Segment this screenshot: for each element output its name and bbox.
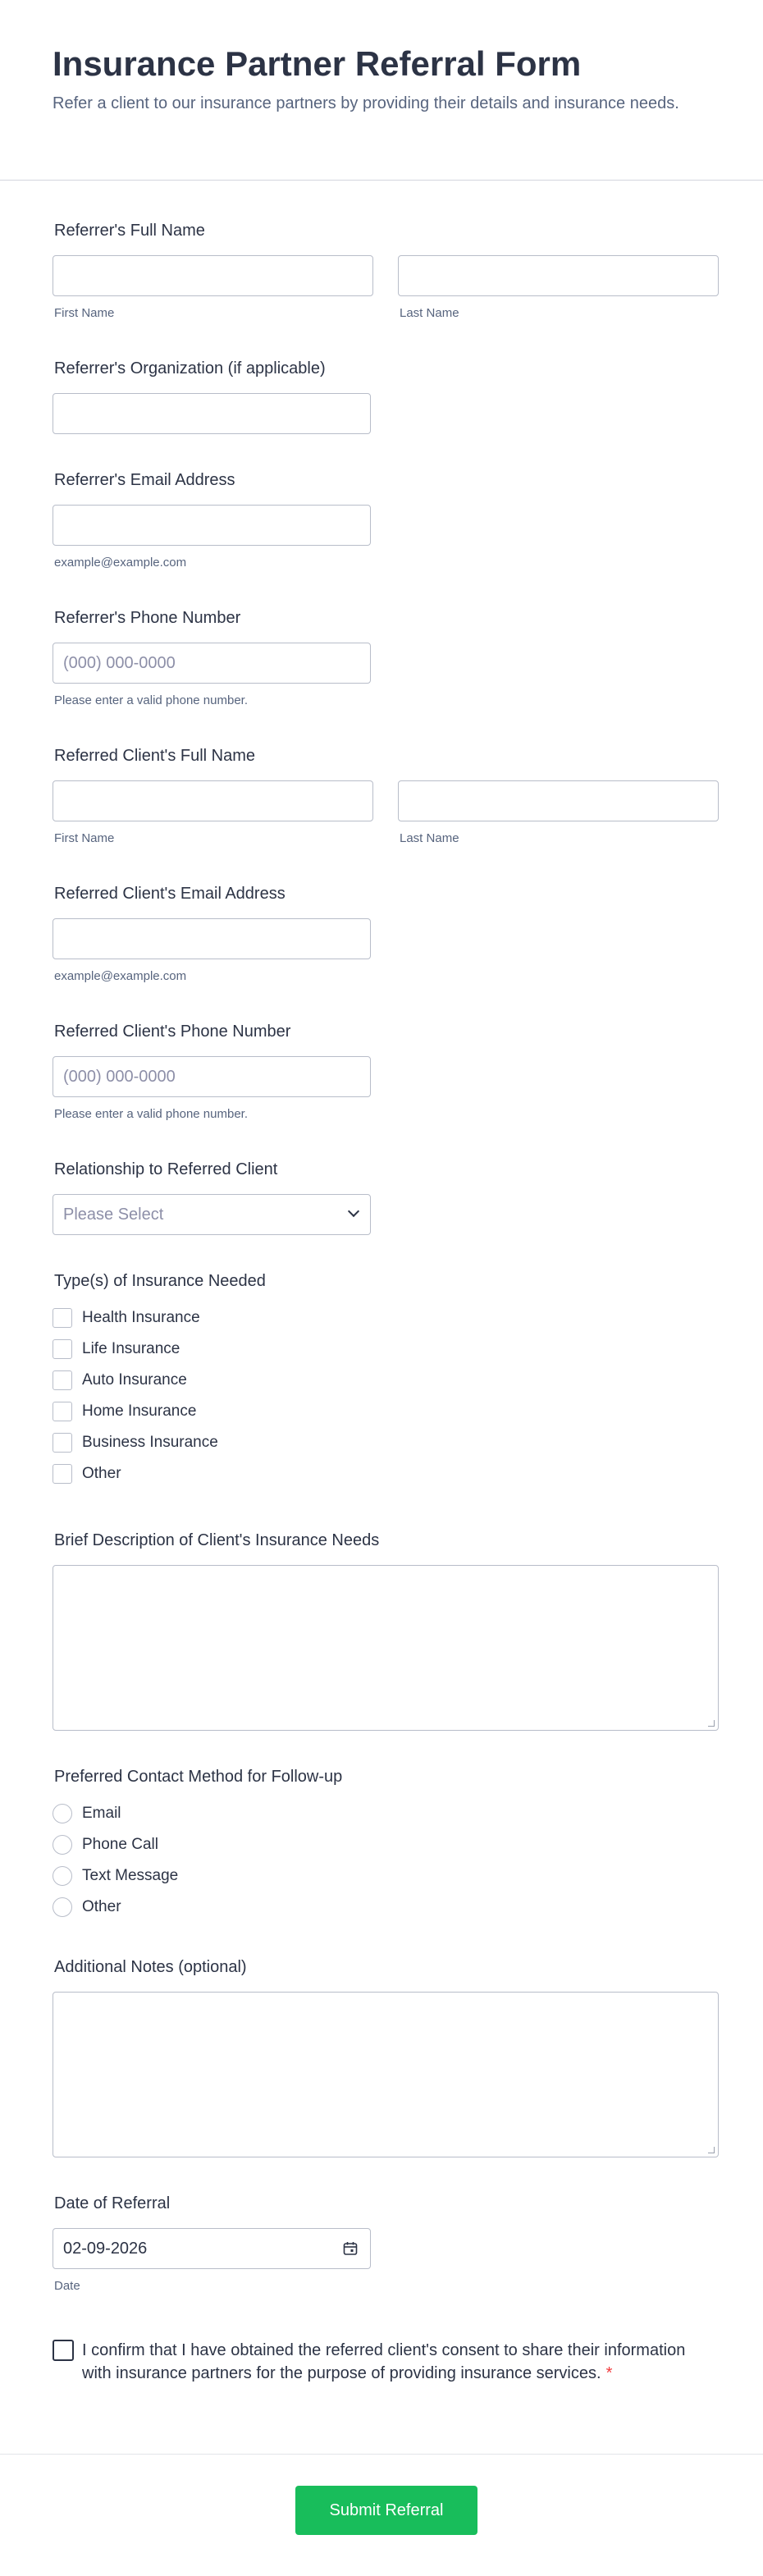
client-email-input[interactable]: [53, 918, 371, 959]
referral-date-label: Date of Referral: [54, 2194, 171, 2212]
referrer-email-input[interactable]: [53, 505, 371, 546]
option-label: Life Insurance: [82, 1340, 180, 1357]
referrer-name-question: [53, 221, 719, 321]
consent-text: I confirm that I have obtained the referred client's consent to share their information with insurance partners for the purpose of providing insurance services.: [82, 2341, 686, 2382]
referrer-phone-question: [53, 608, 719, 708]
radio-button[interactable]: [53, 1804, 72, 1823]
insurance-option-home[interactable]: [53, 1396, 719, 1427]
checkbox[interactable]: [53, 1464, 72, 1484]
form-footer: [0, 2454, 763, 2576]
form-header: [0, 0, 763, 181]
insurance-types-label: Type(s) of Insurance Needed: [54, 1272, 266, 1290]
resize-handle-icon[interactable]: [708, 1720, 715, 1727]
referrer-org-input[interactable]: [53, 393, 371, 434]
radio-button[interactable]: [53, 1835, 72, 1855]
client-last-name-input[interactable]: [398, 780, 719, 821]
referrer-phone-sublabel: Please enter a valid phone number.: [54, 693, 248, 707]
referral-date-question: [53, 2194, 719, 2294]
referrer-last-name-input[interactable]: [398, 255, 719, 296]
client-first-name-input[interactable]: [53, 780, 373, 821]
checkbox[interactable]: [53, 1308, 72, 1328]
referrer-first-name-input[interactable]: [53, 255, 373, 296]
referrer-phone-input[interactable]: [53, 643, 371, 684]
consent-checkbox-row[interactable]: [53, 2339, 701, 2385]
insurance-option-other[interactable]: [53, 1458, 719, 1489]
form-body: [0, 181, 763, 2454]
radio-button[interactable]: [53, 1897, 72, 1917]
resize-handle-icon[interactable]: [708, 2147, 715, 2153]
relationship-question: [53, 1160, 719, 1235]
needs-description-question: [53, 1531, 719, 1731]
consent-checkbox[interactable]: [53, 2340, 74, 2361]
contact-option-text[interactable]: [53, 1860, 719, 1892]
relationship-label: Relationship to Referred Client: [54, 1160, 278, 1178]
client-name-question: [53, 746, 719, 846]
consent-text-wrap: [82, 2339, 701, 2385]
additional-notes-label: Additional Notes (optional): [54, 1958, 247, 1976]
checkbox[interactable]: [53, 1370, 72, 1390]
option-label: Business Insurance: [82, 1434, 218, 1451]
referrer-email-sublabel: example@example.com: [54, 556, 187, 570]
checkbox[interactable]: [53, 1433, 72, 1453]
relationship-select[interactable]: [53, 1194, 371, 1235]
referrer-first-name-sublabel: First Name: [54, 306, 115, 320]
client-first-name-sublabel: First Name: [54, 831, 115, 845]
consent-question: [53, 2339, 701, 2385]
contact-option-other[interactable]: [53, 1892, 719, 1923]
option-label: Text Message: [82, 1867, 179, 1884]
option-label: Auto Insurance: [82, 1371, 187, 1389]
client-name-label: Referred Client's Full Name: [54, 747, 256, 765]
client-phone-input[interactable]: [53, 1056, 371, 1097]
referrer-phone-label: Referrer's Phone Number: [54, 609, 241, 627]
referral-date-value: 02-09-2026: [63, 2239, 148, 2258]
insurance-option-business[interactable]: [53, 1427, 719, 1458]
checkbox[interactable]: [53, 1402, 72, 1421]
client-email-question: [53, 884, 719, 984]
calendar-icon[interactable]: [342, 2240, 359, 2257]
referrer-last-name-sublabel: Last Name: [400, 306, 459, 320]
relationship-selected-value: Please Select: [53, 1194, 371, 1235]
option-label: Other: [82, 1898, 121, 1915]
option-label: Email: [82, 1805, 121, 1822]
required-mark: *: [605, 2364, 613, 2382]
submit-referral-button[interactable]: Submit Referral: [295, 2486, 477, 2535]
radio-button[interactable]: [53, 1866, 72, 1886]
additional-notes-textarea[interactable]: [53, 1992, 719, 2157]
additional-notes-question: [53, 1957, 719, 2157]
contact-method-label: Preferred Contact Method for Follow-up: [54, 1768, 343, 1786]
client-email-sublabel: example@example.com: [54, 969, 187, 983]
option-label: Phone Call: [82, 1836, 158, 1853]
contact-option-phone[interactable]: [53, 1829, 719, 1860]
insurance-types-question: [53, 1271, 719, 1489]
client-phone-question: [53, 1022, 719, 1122]
referrer-email-label: Referrer's Email Address: [54, 471, 235, 489]
insurance-option-health[interactable]: [53, 1302, 719, 1334]
form-title: Insurance Partner Referral Form: [53, 44, 582, 83]
checkbox[interactable]: [53, 1339, 72, 1359]
needs-description-textarea[interactable]: [53, 1565, 719, 1731]
referrer-name-label: Referrer's Full Name: [54, 222, 205, 240]
referrer-email-question: [53, 470, 719, 570]
option-label: Other: [82, 1465, 121, 1482]
referrer-org-question: [53, 359, 719, 434]
insurance-option-auto[interactable]: [53, 1365, 719, 1396]
referrer-org-label: Referrer's Organization (if applicable): [54, 359, 326, 377]
client-phone-sublabel: Please enter a valid phone number.: [54, 1107, 248, 1121]
client-email-label: Referred Client's Email Address: [54, 885, 286, 903]
option-label: Health Insurance: [82, 1309, 200, 1326]
referral-date-input[interactable]: [53, 2228, 371, 2269]
needs-description-label: Brief Description of Client's Insurance Needs: [54, 1531, 380, 1549]
form-subtitle: Refer a client to our insurance partners by providing their details and insurance needs.: [53, 94, 679, 112]
client-phone-label: Referred Client's Phone Number: [54, 1023, 291, 1041]
contact-option-email[interactable]: [53, 1798, 719, 1829]
contact-method-question: [53, 1767, 719, 1923]
client-last-name-sublabel: Last Name: [400, 831, 459, 845]
option-label: Home Insurance: [82, 1402, 197, 1420]
referral-date-sublabel: Date: [54, 2279, 80, 2293]
insurance-option-life[interactable]: [53, 1334, 719, 1365]
